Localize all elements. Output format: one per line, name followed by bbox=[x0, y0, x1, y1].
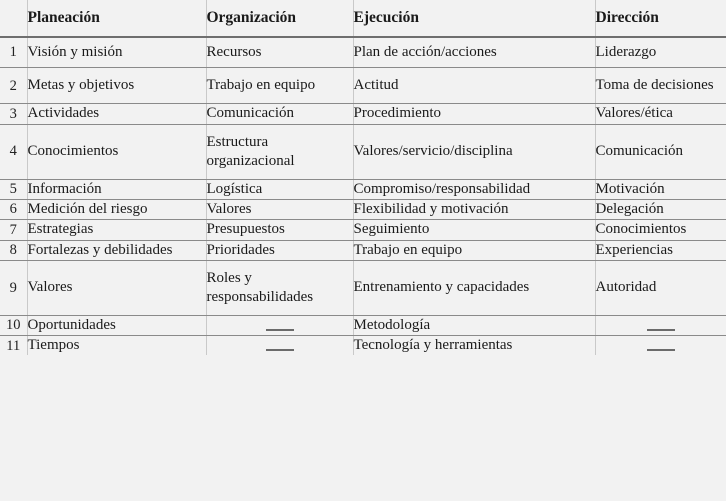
cell-ejecucion: Plan de acción/acciones bbox=[353, 37, 595, 68]
cell-direccion: Liderazgo bbox=[595, 37, 726, 68]
table-row bbox=[0, 179, 726, 199]
table-row bbox=[0, 37, 726, 68]
cell-organizacion bbox=[206, 316, 353, 336]
table-row bbox=[0, 336, 726, 356]
table-row bbox=[0, 316, 726, 336]
cell-ejecucion: Tecnología y herramientas bbox=[353, 336, 595, 356]
empty-cell-dash-icon bbox=[266, 329, 294, 331]
cell-organizacion: Roles y responsabilidades bbox=[206, 260, 353, 315]
cell-planeacion: Información bbox=[27, 179, 206, 199]
cell-organizacion: Logística bbox=[206, 179, 353, 199]
table-body bbox=[0, 37, 726, 355]
cell-direccion: Conocimientos bbox=[595, 220, 726, 240]
row-number-cell: 3 bbox=[0, 104, 27, 124]
cell-organizacion: Estructura organizacional bbox=[206, 124, 353, 179]
cell-ejecucion: Procedimiento bbox=[353, 104, 595, 124]
cell-direccion: Experiencias bbox=[595, 240, 726, 260]
cell-planeacion: Oportunidades bbox=[27, 316, 206, 336]
cell-organizacion: Presupuestos bbox=[206, 220, 353, 240]
row-number-cell: 8 bbox=[0, 240, 27, 260]
cell-ejecucion: Compromiso/responsabilidad bbox=[353, 179, 595, 199]
row-number-cell: 6 bbox=[0, 200, 27, 220]
cell-ejecucion: Seguimiento bbox=[353, 220, 595, 240]
empty-cell-dash-icon bbox=[647, 349, 675, 351]
cell-direccion: Toma de decisiones bbox=[595, 68, 726, 104]
cell-organizacion: Recursos bbox=[206, 37, 353, 68]
cell-organizacion: Comunicación bbox=[206, 104, 353, 124]
cell-planeacion: Fortalezas y debilidades bbox=[27, 240, 206, 260]
table-row bbox=[0, 220, 726, 240]
column-header-planeacion: Planeación bbox=[27, 0, 206, 37]
column-header-organizacion: Organización bbox=[206, 0, 353, 37]
table-row bbox=[0, 104, 726, 124]
column-header-number bbox=[0, 0, 27, 37]
cell-direccion: Delegación bbox=[595, 200, 726, 220]
cell-planeacion: Medición del riesgo bbox=[27, 200, 206, 220]
table-row bbox=[0, 200, 726, 220]
table-row bbox=[0, 260, 726, 315]
cell-planeacion: Estrategias bbox=[27, 220, 206, 240]
cell-organizacion: Prioridades bbox=[206, 240, 353, 260]
table-row bbox=[0, 124, 726, 179]
column-header-ejecucion: Ejecución bbox=[353, 0, 595, 37]
cell-ejecucion: Entrenamiento y capacidades bbox=[353, 260, 595, 315]
row-number-cell: 1 bbox=[0, 37, 27, 68]
cell-organizacion bbox=[206, 336, 353, 356]
row-number-cell: 11 bbox=[0, 336, 27, 356]
row-number-cell: 9 bbox=[0, 260, 27, 315]
cell-ejecucion: Actitud bbox=[353, 68, 595, 104]
cell-direccion: Autoridad bbox=[595, 260, 726, 315]
row-number-cell: 4 bbox=[0, 124, 27, 179]
cell-planeacion: Tiempos bbox=[27, 336, 206, 356]
cell-planeacion: Valores bbox=[27, 260, 206, 315]
row-number-cell: 7 bbox=[0, 220, 27, 240]
row-number-cell: 10 bbox=[0, 316, 27, 336]
cell-planeacion: Conocimientos bbox=[27, 124, 206, 179]
cell-organizacion: Trabajo en equipo bbox=[206, 68, 353, 104]
table-header bbox=[0, 0, 726, 37]
empty-cell-dash-icon bbox=[647, 329, 675, 331]
row-number-cell: 2 bbox=[0, 68, 27, 104]
empty-cell-dash-icon bbox=[266, 349, 294, 351]
cell-ejecucion: Metodología bbox=[353, 316, 595, 336]
cell-ejecucion: Valores/servicio/disciplina bbox=[353, 124, 595, 179]
table-row bbox=[0, 240, 726, 260]
row-number-cell: 5 bbox=[0, 179, 27, 199]
cell-planeacion: Visión y misión bbox=[27, 37, 206, 68]
cell-planeacion: Actividades bbox=[27, 104, 206, 124]
table-header-row bbox=[0, 0, 726, 37]
cell-direccion: Comunicación bbox=[595, 124, 726, 179]
cell-ejecucion: Flexibilidad y motivación bbox=[353, 200, 595, 220]
column-header-direccion: Dirección bbox=[595, 0, 726, 37]
cell-planeacion: Metas y objetivos bbox=[27, 68, 206, 104]
cell-organizacion: Valores bbox=[206, 200, 353, 220]
table-row bbox=[0, 68, 726, 104]
cell-direccion: Motivación bbox=[595, 179, 726, 199]
cell-direccion bbox=[595, 336, 726, 356]
cell-direccion bbox=[595, 316, 726, 336]
cell-ejecucion: Trabajo en equipo bbox=[353, 240, 595, 260]
cell-direccion: Valores/ética bbox=[595, 104, 726, 124]
